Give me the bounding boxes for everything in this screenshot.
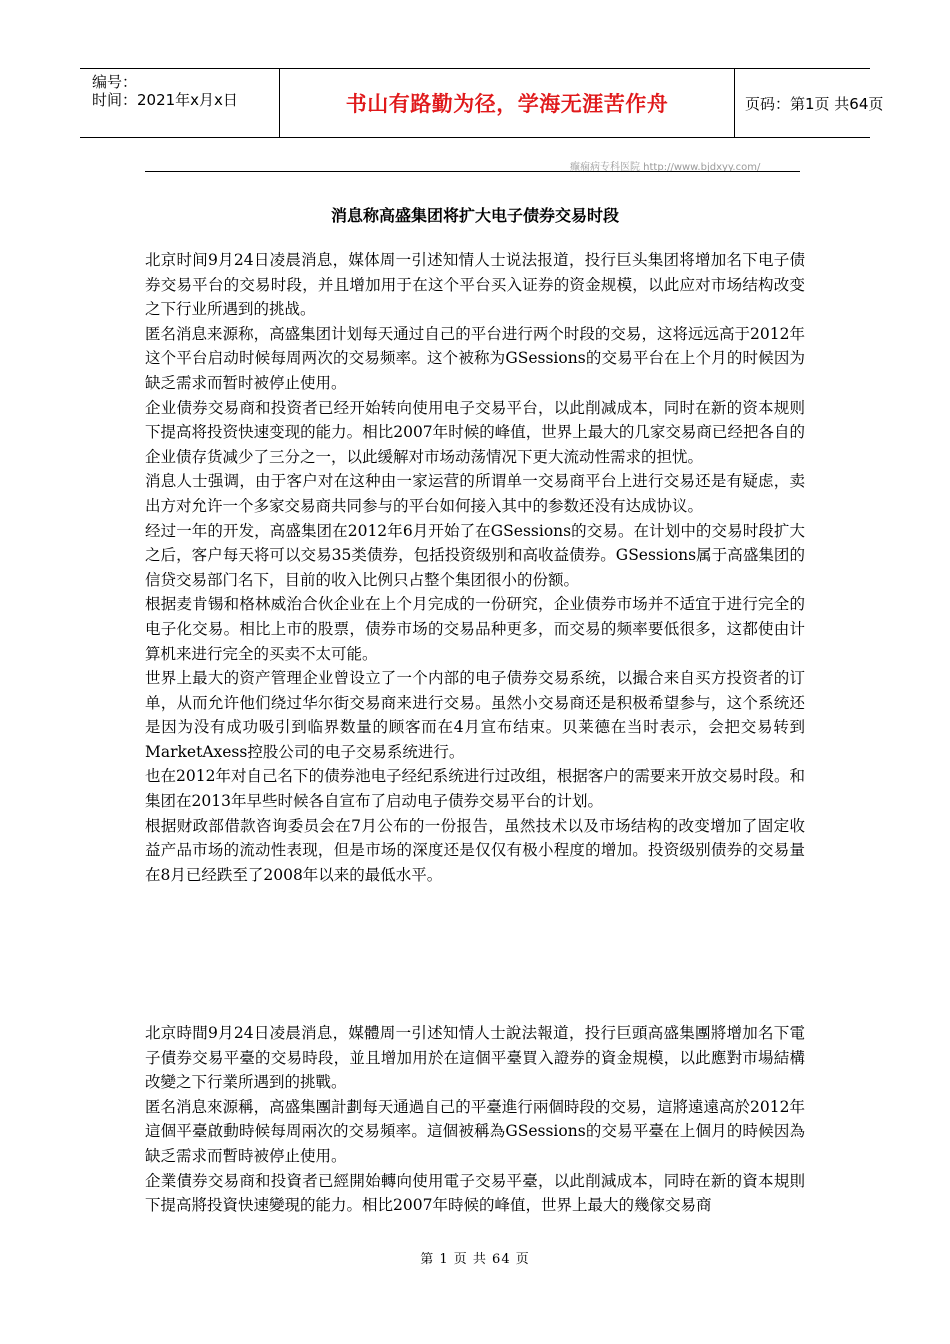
page-info: 页码：第1页 共64页 (745, 94, 884, 113)
paragraph: 企業債券交易商和投資者已經開始轉向使用電子交易平臺，以此削減成本，同時在新的資本規則下提高將投資快速變現的能力。相比2007年時候的峰值，世界上最大的幾傢交易商 (145, 1171, 805, 1215)
document-title: 消息称高盛集团将扩大电子债券交易时段 (330, 206, 619, 225)
header-meta (80, 69, 280, 137)
header-table (80, 68, 884, 138)
paragraph: 经过一年的开发，高盛集团在2012年6月开始了在GSessions的交易。在计划中的交易时段扩大之后，客户每天将可以交易35类债券，包括投资级别和高收益债券。GSessions属于高盛集团的信贷交易部门名下，目前的收入比例只占整个集团很小的份额。 (145, 521, 805, 589)
paragraph: 也在2012年对自己名下的债券池电子经纪系统进行过改组，根据客户的需要来开放交易时段。和集团在2013年早些时候各自宣布了启动电子债券交易平台的计划。 (145, 767, 805, 811)
source-link[interactable]: 癫痫病专科医院 http://www.bjdxyy.com/ (570, 162, 761, 173)
header-divider (145, 171, 800, 172)
time-label: 时间：2021年x月x日 (92, 91, 238, 109)
paragraph: 根据财政部借款咨询委员会在7月公布的一份报告，虽然技术以及市场结构的改变增加了固定收益产品市场的流动性表现，但是市场的深度还是仅仅有极小程度的增加。投资级别债券的交易量在8月已经跌至了2008年以来的最低水平。 (145, 816, 805, 884)
paragraph: 根据麦肯锡和格林威治合伙企业在上个月完成的一份研究，企业债券市场并不适宜于进行完全的电子化交易。相比上市的股票，债券市场的交易品种更多，而交易的频率要低很多，这都使由计算机来进行完全的买卖不太可能。 (145, 595, 805, 663)
paragraph: 匿名消息来源称，高盛集团计划每天通过自己的平台进行两个时段的交易，这将远远高于2012年这个平台启动时候每周两次的交易频率。这个被称为GSessions的交易平台在上个月的时候因为缺乏需求而暂时被停止使用。 (145, 324, 805, 392)
paragraph: 消息人士强调，由于客户对在这种由一家运营的所谓单一交易商平台上进行交易还是有疑虑，卖出方对允许一个多家交易商共同参与的平台如何接入其中的参数还没有达成协议。 (145, 472, 805, 515)
motto: 书山有路勤为径，学海无涯苦作舟 (345, 92, 669, 116)
paragraph: 匿名消息來源稱，高盛集團計劃每天通過自己的平臺進行兩個時段的交易，這將遠遠高於2012年這個平臺啟動時候每周兩次的交易頻率。這個被稱為GSessions的交易平臺在上個月的時候因為缺乏需求而暫時被停止使用。 (145, 1097, 805, 1165)
paragraph: 企业债券交易商和投资者已经开始转向使用电子交易平台，以此削减成本，同时在新的资本规则下提高将投资快速变现的能力。相比2007年时候的峰值，世界上最大的几家交易商已经把各自的企业债存货减少了三分之一，以此缓解对市场动荡情况下更大流动性需求的担忧。 (145, 398, 805, 466)
paragraph: 北京时间9月24日凌晨消息，媒体周一引述知情人士说法报道，投行巨头集团将增加名下电子债券交易平台的交易时段，并且增加用于在这个平台买入证券的资金规模，以此应对市场结构改变之下行业所遇到的挑战。 (145, 251, 805, 319)
paragraph: 世界上最大的资产管理企业曾设立了一个内部的电子债券交易系统，以撮合来自买方投资者的订单，从而允许他们绕过华尔街交易商来进行交易。虽然小交易商还是积极希望参与，这个系统还是因为没有成功吸引到临界数量的顾客而在4月宣布结束。贝莱德在当时表示，会把交易转到MarketAxess控股公司的电子交易系统进行。 (145, 669, 805, 761)
article-traditional (145, 1021, 805, 1218)
paragraph: 北京時間9月24日凌晨消息，媒體周一引述知情人士說法報道，投行巨頭高盛集團將增加名下電子債券交易平臺的交易時段，並且增加用於在這個平臺買入證券的資金規模，以此應對市場結構改變之下行業所遇到的挑戰。 (145, 1024, 805, 1092)
header-motto-cell (280, 69, 735, 137)
number-label: 编号： (92, 73, 138, 91)
article-simplified (145, 248, 805, 887)
page-footer: 第 1 页 共 64 页 (420, 1252, 530, 1267)
